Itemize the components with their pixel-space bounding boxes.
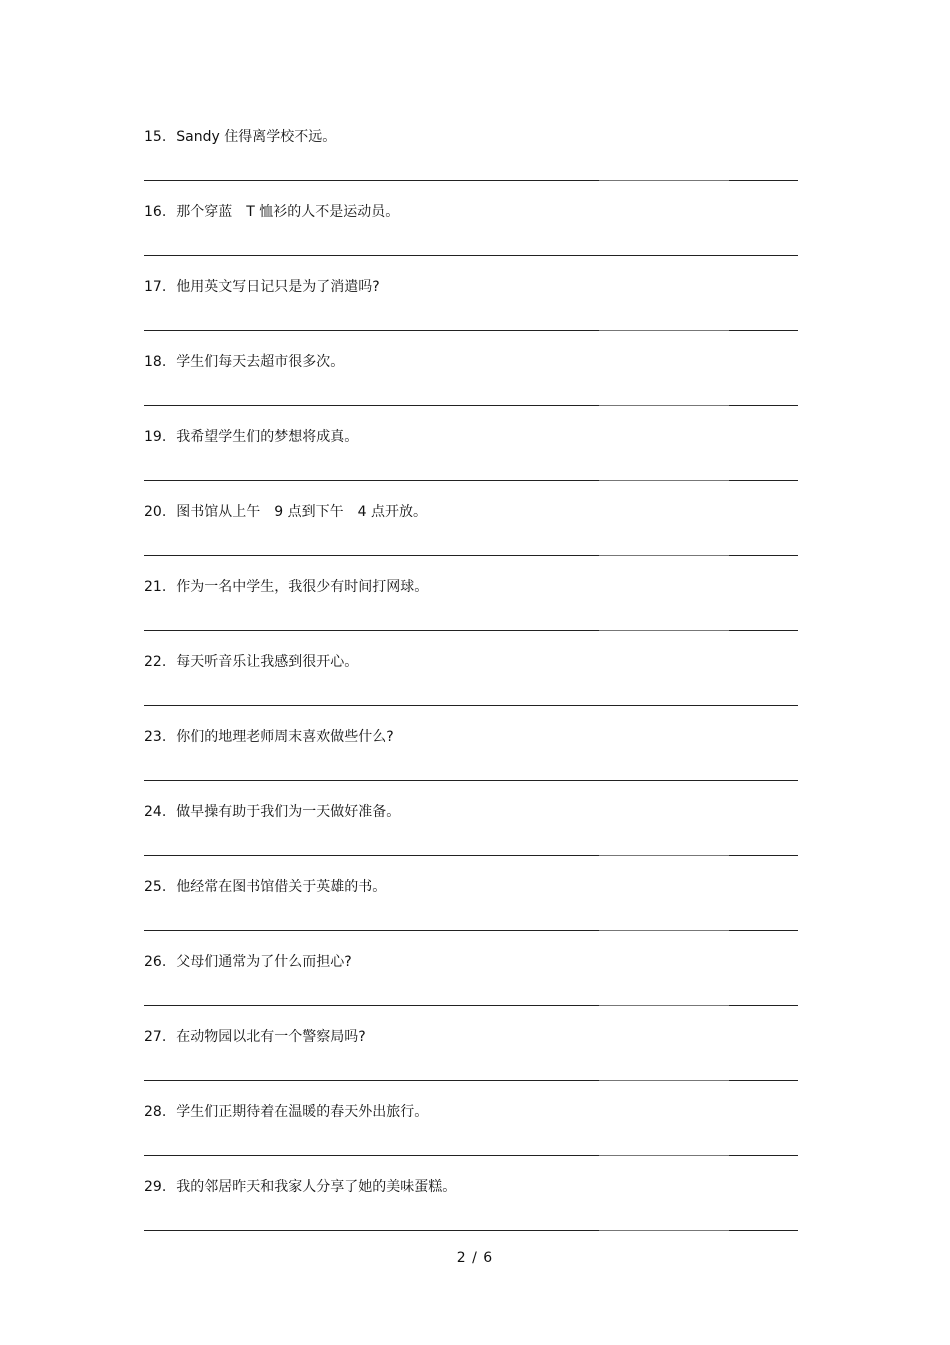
question-text: 你们的地理老师周末喜欢做些什么?: [176, 729, 394, 745]
answer-line-segment: [599, 1080, 729, 1081]
question-item: [144, 501, 798, 576]
answer-line-segment: [144, 1005, 599, 1006]
question-item: [144, 1176, 798, 1251]
answer-line-segment: [729, 930, 798, 931]
question-number: 19.: [144, 429, 167, 445]
question-item: [144, 951, 798, 1026]
answer-line-segment: [144, 630, 599, 631]
question-prompt: [144, 201, 399, 223]
question-prompt: [144, 1101, 428, 1123]
question-number: 17.: [144, 279, 167, 295]
question-text: 我希望学生们的梦想将成真。: [176, 429, 359, 445]
question-text: 学生们每天去超市很多次。: [176, 354, 345, 370]
answer-line-segment: [599, 330, 729, 331]
question-number: 26.: [144, 954, 167, 970]
answer-line-segment: [729, 1155, 798, 1156]
answer-line-segment: [729, 1005, 798, 1006]
question-number: 20.: [144, 504, 167, 520]
answer-line-segment: [729, 480, 798, 481]
answer-line-segment: [144, 1080, 599, 1081]
question-item: [144, 201, 798, 276]
answer-line-segment: [729, 180, 798, 181]
question-prompt: [144, 876, 386, 898]
question-item: [144, 801, 798, 876]
question-text: 他用英文写日记只是为了消遣吗?: [176, 279, 380, 295]
question-prompt: [144, 351, 344, 373]
answer-line-segment: [144, 330, 599, 331]
answer-line-segment: [144, 780, 798, 781]
question-text: 父母们通常为了什么而担心?: [176, 954, 352, 970]
question-number: 28.: [144, 1104, 167, 1120]
page-number: 2 / 6: [456, 1250, 494, 1266]
question-text: 作为一名中学生，我很少有时间打网球。: [176, 579, 429, 595]
question-number: 27.: [144, 1029, 167, 1045]
question-number: 18.: [144, 354, 167, 370]
question-text: 我的邻居昨天和我家人分享了她的美味蛋糕。: [176, 1179, 457, 1195]
question-prompt: [144, 576, 428, 598]
question-text: Sandy 住得离学校不远。: [176, 129, 337, 145]
question-text: 他经常在图书馆借关于英雄的书。: [176, 879, 387, 895]
answer-line-segment: [599, 1155, 729, 1156]
question-prompt: [144, 426, 358, 448]
question-prompt: [144, 276, 380, 298]
question-number: 22.: [144, 654, 167, 670]
question-text: 做早操有助于我们为一天做好准备。: [176, 804, 401, 820]
question-text: 学生们正期待着在温暖的春天外出旅行。: [176, 1104, 429, 1120]
question-item: [144, 876, 798, 951]
answer-line-segment: [729, 1080, 798, 1081]
answer-line-segment: [144, 1155, 599, 1156]
question-text: 图书馆从上午 9 点到下午 4 点开放。: [176, 504, 427, 520]
question-item: [144, 1026, 798, 1101]
question-prompt: [144, 801, 400, 823]
question-item: [144, 276, 798, 351]
question-number: 21.: [144, 579, 167, 595]
question-item: [144, 651, 798, 726]
question-number: 16.: [144, 204, 167, 220]
question-list: [144, 126, 798, 1251]
question-prompt: [144, 726, 394, 748]
question-item: [144, 726, 798, 801]
answer-line-segment: [144, 705, 798, 706]
answer-line-segment: [144, 255, 798, 256]
question-number: 29.: [144, 1179, 167, 1195]
question-number: 15.: [144, 129, 167, 145]
answer-line-segment: [144, 180, 599, 181]
question-text: 每天听音乐让我感到很开心。: [176, 654, 359, 670]
question-prompt: [144, 1026, 366, 1048]
answer-line-segment: [599, 855, 729, 856]
answer-line-segment: [729, 555, 798, 556]
answer-line-segment: [144, 855, 599, 856]
answer-line-segment: [729, 855, 798, 856]
question-item: [144, 351, 798, 426]
answer-line-segment: [599, 555, 729, 556]
question-text: 那个穿蓝 T 恤衫的人不是运动员。: [176, 204, 400, 220]
answer-line-segment: [599, 1005, 729, 1006]
question-prompt: [144, 126, 336, 148]
answer-line-segment: [599, 480, 729, 481]
question-item: [144, 576, 798, 651]
answer-line-segment: [144, 1230, 599, 1231]
answer-line-segment: [729, 630, 798, 631]
answer-line-segment: [599, 930, 729, 931]
question-item: [144, 1101, 798, 1176]
question-prompt: [144, 951, 352, 973]
answer-line-segment: [599, 630, 729, 631]
question-prompt: [144, 501, 427, 523]
answer-line-segment: [599, 180, 729, 181]
question-item: [144, 426, 798, 501]
question-item: [144, 126, 798, 201]
question-prompt: [144, 1176, 456, 1198]
answer-line-segment: [599, 405, 729, 406]
answer-line-segment: [729, 405, 798, 406]
answer-line-segment: [144, 405, 599, 406]
question-number: 23.: [144, 729, 167, 745]
question-number: 25.: [144, 879, 167, 895]
question-number: 24.: [144, 804, 167, 820]
answer-line-segment: [729, 330, 798, 331]
answer-line-segment: [144, 480, 599, 481]
answer-line-segment: [144, 930, 599, 931]
answer-line-segment: [144, 555, 599, 556]
answer-line-segment: [729, 1230, 798, 1231]
question-text: 在动物园以北有一个警察局吗?: [176, 1029, 366, 1045]
question-prompt: [144, 651, 358, 673]
answer-line-segment: [599, 1230, 729, 1231]
